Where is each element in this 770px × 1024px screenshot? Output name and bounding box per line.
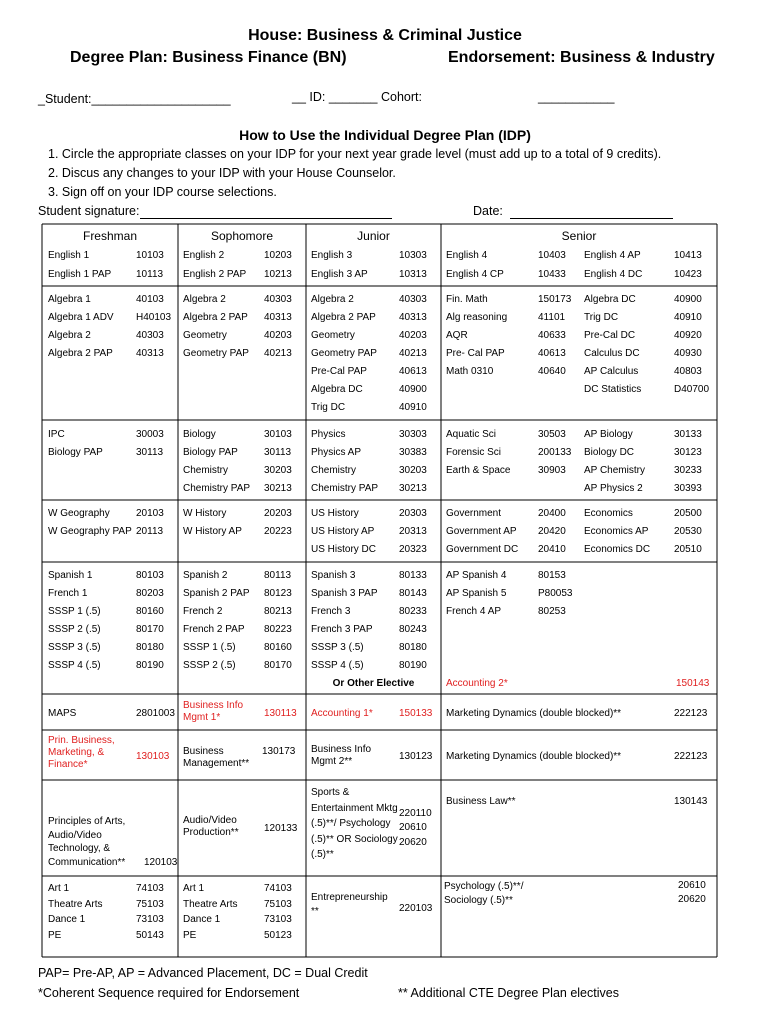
course-name: English 3 AP xyxy=(311,269,368,280)
course-code: 80113 xyxy=(264,570,292,581)
course-code: 10313 xyxy=(399,269,427,280)
course-code: 40920 xyxy=(674,330,702,341)
course-code: 30213 xyxy=(399,483,427,494)
course-code: 80133 xyxy=(399,570,427,581)
course-code: D40700 xyxy=(674,384,710,395)
course-name: Spanish 2 PAP xyxy=(183,588,250,599)
course-name: Government DC xyxy=(446,544,519,555)
course-code: 20313 xyxy=(399,526,427,537)
course-code: 41101 xyxy=(538,312,566,323)
principles-of-arts-av: Principles of Arts, Audio/Video Technology, & Communication** xyxy=(48,816,126,868)
course-name: AP Spanish 4 xyxy=(446,570,507,581)
course-name: Chemistry xyxy=(311,465,357,476)
course-code: 40203 xyxy=(264,330,292,341)
course-name: Biology xyxy=(183,429,216,440)
course-code: 40613 xyxy=(399,366,427,377)
degree-plan-title: Degree Plan: Business Finance (BN) xyxy=(70,49,347,66)
course-name: English 4 xyxy=(446,250,488,261)
course-code: 20510 xyxy=(674,544,702,555)
course-name: SSSP 2 (.5) xyxy=(183,660,236,671)
course-code: 80223 xyxy=(264,624,292,635)
course-code: 20420 xyxy=(538,526,566,537)
course-name: Earth & Space xyxy=(446,465,511,476)
course-code: 80180 xyxy=(136,642,164,653)
course-code: 40640 xyxy=(538,366,566,377)
course-name: SSSP 2 (.5) xyxy=(48,624,101,635)
marketing-dynamics: Marketing Dynamics (double blocked)** xyxy=(446,708,622,719)
course-name: English 2 PAP xyxy=(183,269,247,280)
course-name: SSSP 3 (.5) xyxy=(311,642,364,653)
course-name: Spanish 1 xyxy=(48,570,93,581)
course-code: 40213 xyxy=(264,348,292,359)
business-info-mgmt-1: Business Info Mgmt 1* xyxy=(183,700,244,723)
course-name: French 3 xyxy=(311,606,351,617)
course-name: English 1 PAP xyxy=(48,269,112,280)
course-code: 40303 xyxy=(399,294,427,305)
accounting-2-code: 150143 xyxy=(676,678,710,689)
marketing-dynamics-2-code: 222123 xyxy=(674,751,708,762)
course-code: 20203 xyxy=(264,508,292,519)
course-code: 40900 xyxy=(399,384,427,395)
business-info-mgmt-2-code: 130123 xyxy=(399,751,433,762)
psychology-sociology: Psychology (.5)**/ Sociology (.5)** xyxy=(444,881,524,906)
course-code: 74103 xyxy=(264,883,292,894)
course-name: SSSP 4 (.5) xyxy=(48,660,101,671)
instruction-item: 2. Discus any changes to your IDP with your House Counselor. xyxy=(48,166,396,180)
course-name: Math 0310 xyxy=(446,366,494,377)
course-code: 150173 xyxy=(538,294,572,305)
course-code: P80053 xyxy=(538,588,573,599)
course-name: Chemistry xyxy=(183,465,229,476)
course-code: 10103 xyxy=(136,250,164,261)
course-code: 30383 xyxy=(399,447,427,458)
course-name: W History xyxy=(183,508,227,519)
sports-entertainment-psych-soc: Sports & Entertainment Mktg (.5)**/ Psychology (.5)** OR Sociology (.5)** xyxy=(311,787,398,860)
course-code: 30123 xyxy=(674,447,702,458)
course-name: Geometry xyxy=(311,330,355,341)
course-name: AP Spanish 5 xyxy=(446,588,507,599)
course-code: 20500 xyxy=(674,508,702,519)
course-name: Aquatic Sci xyxy=(446,429,497,440)
course-name: Algebra 2 xyxy=(183,294,226,305)
course-code: 80160 xyxy=(264,642,292,653)
course-name: Spanish 3 xyxy=(311,570,356,581)
course-code: 30203 xyxy=(264,465,292,476)
course-code: 10213 xyxy=(264,269,292,280)
course-name: AP Calculus xyxy=(584,366,639,377)
course-code: 80190 xyxy=(399,660,427,671)
course-code: 40900 xyxy=(674,294,702,305)
course-name: Trig DC xyxy=(584,312,619,323)
legend: PAP= Pre-AP, AP = Advanced Placement, DC = Dual Credit xyxy=(38,966,368,980)
course-code: 40103 xyxy=(136,294,164,305)
business-info-mgmt-2: Business Info Mgmt 2** xyxy=(311,744,372,767)
course-name: SSSP 1 (.5) xyxy=(48,606,101,617)
course-name: Pre- Cal PAP xyxy=(446,348,505,359)
course-name: Economics DC xyxy=(584,544,651,555)
course-name: French 2 xyxy=(183,606,223,617)
course-name: Algebra 2 PAP xyxy=(183,312,248,323)
maps-code: 2801003 xyxy=(136,708,175,719)
id-cohort-field[interactable]: __ ID: _______ Cohort: xyxy=(292,90,422,104)
course-code: 10113 xyxy=(136,269,164,280)
student-field[interactable]: _Student:____________________ xyxy=(38,92,231,106)
course-code: 73103 xyxy=(136,914,164,925)
course-code: 200133 xyxy=(538,447,572,458)
course-name: Chemistry PAP xyxy=(183,483,251,494)
course-code: 40313 xyxy=(136,348,164,359)
course-code: 10423 xyxy=(674,269,702,280)
course-code: 80253 xyxy=(538,606,566,617)
course-name: Forensic Sci xyxy=(446,447,502,458)
course-name: Dance 1 xyxy=(48,914,86,925)
instruction-item: 3. Sign off on your IDP course selections. xyxy=(48,185,277,199)
course-code: 50123 xyxy=(264,929,292,941)
course-name: W History AP xyxy=(183,526,242,537)
course-name: AP Biology xyxy=(584,429,633,440)
audio-video-production-code: 120133 xyxy=(264,823,298,834)
course-name: US History xyxy=(311,508,359,519)
accounting-1: Accounting 1* xyxy=(311,708,373,719)
prin-business-marketing-finance: Prin. Business, Marketing, & Finance* xyxy=(48,735,115,770)
header-freshman: Freshman xyxy=(82,229,138,243)
course-code: 30203 xyxy=(399,465,427,476)
course-code: 74103 xyxy=(136,883,164,894)
course-name: W Geography xyxy=(48,508,110,519)
course-name: Algebra 2 PAP xyxy=(48,348,113,359)
course-code: 80203 xyxy=(136,588,164,599)
sports-entertainment-code: 220110 xyxy=(399,808,432,819)
audio-video-production: Audio/Video Production** xyxy=(183,815,239,838)
course-code: 80243 xyxy=(399,624,427,635)
course-name: AP Chemistry xyxy=(584,465,645,476)
course-name: Geometry PAP xyxy=(183,348,249,359)
course-name: Algebra 2 xyxy=(311,294,354,305)
course-code: 20103 xyxy=(136,508,164,519)
course-code: 80233 xyxy=(399,606,427,617)
principles-of-arts-av-code: 120103 xyxy=(144,857,178,868)
course-name: Chemistry PAP xyxy=(311,483,379,494)
course-name: PE xyxy=(183,929,197,941)
course-name: Algebra DC xyxy=(584,294,636,305)
course-name: Algebra 1 ADV xyxy=(48,312,114,323)
course-code: 40803 xyxy=(674,366,702,377)
coherent-note: *Coherent Sequence required for Endorsement xyxy=(38,986,300,1000)
course-name: Spanish 2 xyxy=(183,570,228,581)
course-code: 75103 xyxy=(264,898,292,910)
course-code: 30503 xyxy=(538,429,566,440)
course-name: DC Statistics xyxy=(584,384,642,395)
course-name: Economics xyxy=(584,508,633,519)
course-code: 30303 xyxy=(399,429,427,440)
instruction-item: 1. Circle the appropriate classes on your IDP for your next year grade level (must add up to a total of 9 credits). xyxy=(48,147,662,161)
course-code: 30113 xyxy=(136,447,164,458)
business-management-code: 130173 xyxy=(262,746,296,757)
marketing-dynamics-2: Marketing Dynamics (double blocked)** xyxy=(446,751,622,762)
course-name: Fin. Math xyxy=(446,294,488,305)
course-code: 40313 xyxy=(399,312,427,323)
instructions-title: How to Use the Individual Degree Plan (IDP) xyxy=(239,127,531,143)
course-name: W Geography PAP xyxy=(48,526,132,537)
additional-note: ** Additional CTE Degree Plan electives xyxy=(398,986,619,1000)
signature-label: Student signature: xyxy=(38,204,140,218)
business-management: Business Management** xyxy=(183,746,250,769)
course-code: 80160 xyxy=(136,606,164,617)
course-code: 80123 xyxy=(264,588,292,599)
accounting-1-code: 150133 xyxy=(399,708,433,719)
course-name: English 2 xyxy=(183,250,225,261)
house-title: House: Business & Criminal Justice xyxy=(248,27,522,44)
course-code: 20323 xyxy=(399,544,427,555)
course-name: French 4 AP xyxy=(446,606,502,617)
date-label: Date: xyxy=(473,204,503,218)
course-name: Geometry xyxy=(183,330,227,341)
course-code: 10403 xyxy=(538,250,566,261)
course-name: Art 1 xyxy=(183,883,205,894)
course-code: 20410 xyxy=(538,544,566,555)
course-code: 20303 xyxy=(399,508,427,519)
course-code: 40313 xyxy=(264,312,292,323)
course-code: 30133 xyxy=(674,429,702,440)
course-name: Biology PAP xyxy=(183,447,238,458)
course-name: French 1 xyxy=(48,588,88,599)
course-name: Pre-Cal PAP xyxy=(311,366,367,377)
course-name: AQR xyxy=(446,330,468,341)
course-name: IPC xyxy=(48,429,65,440)
course-name: US History DC xyxy=(311,544,377,555)
course-name: SSSP 3 (.5) xyxy=(48,642,101,653)
course-code: 40303 xyxy=(264,294,292,305)
business-info-mgmt-1-code: 130113 xyxy=(264,708,297,719)
course-name: French 2 PAP xyxy=(183,624,245,635)
psych-code: 20610 xyxy=(678,880,706,891)
course-name: English 3 xyxy=(311,250,353,261)
course-name: Theatre Arts xyxy=(48,898,103,910)
course-code: 20113 xyxy=(136,526,164,537)
course-code: 40633 xyxy=(538,330,566,341)
course-name: Alg reasoning xyxy=(446,312,508,323)
course-name: Dance 1 xyxy=(183,914,221,925)
course-name: SSSP 1 (.5) xyxy=(183,642,236,653)
course-name: Algebra DC xyxy=(311,384,363,395)
maps-course: MAPS xyxy=(48,708,77,719)
sociology-code: 20620 xyxy=(399,837,427,848)
header-junior: Junior xyxy=(357,229,390,243)
course-code: 40910 xyxy=(399,402,427,413)
course-name: Physics xyxy=(311,429,346,440)
course-name: Pre-Cal DC xyxy=(584,330,636,341)
course-code: 80213 xyxy=(264,606,292,617)
course-code: 50143 xyxy=(136,929,164,941)
course-code: 80170 xyxy=(136,624,164,635)
course-name: Spanish 3 PAP xyxy=(311,588,378,599)
course-name: Trig DC xyxy=(311,402,346,413)
course-code: 40930 xyxy=(674,348,702,359)
entrepreneurship: Entrepreneurship ** xyxy=(311,892,388,917)
course-code: 30233 xyxy=(674,465,702,476)
course-name: Biology PAP xyxy=(48,447,103,458)
course-code: 30213 xyxy=(264,483,292,494)
course-code: 40203 xyxy=(399,330,427,341)
marketing-dynamics-code: 222123 xyxy=(674,708,708,719)
course-name: Algebra 1 xyxy=(48,294,91,305)
header-sophomore: Sophomore xyxy=(210,229,274,243)
endorsement-title: Endorsement: Business & Industry xyxy=(448,49,715,66)
course-code: 80143 xyxy=(399,588,427,599)
course-name: Physics AP xyxy=(311,447,362,458)
course-code: 30903 xyxy=(538,465,566,476)
course-name: Algebra 2 xyxy=(48,330,91,341)
course-code: 10303 xyxy=(399,250,427,261)
header-senior: Senior xyxy=(561,229,597,243)
course-name: English 4 DC xyxy=(584,269,643,280)
course-code: 10203 xyxy=(264,250,292,261)
course-code: 20400 xyxy=(538,508,566,519)
course-code: 30113 xyxy=(264,447,292,458)
course-code: 20530 xyxy=(674,526,702,537)
course-code: 30003 xyxy=(136,429,164,440)
course-name: French 3 PAP xyxy=(311,624,373,635)
psychology-code: 20610 xyxy=(399,822,427,833)
course-code: 40213 xyxy=(399,348,427,359)
course-code: 75103 xyxy=(136,898,164,910)
or-other-elective: Or Other Elective xyxy=(332,678,415,689)
course-code: 40303 xyxy=(136,330,164,341)
course-code: 80190 xyxy=(136,660,164,671)
course-code: H40103 xyxy=(136,312,172,323)
course-code: 80103 xyxy=(136,570,164,581)
course-name: English 1 xyxy=(48,250,90,261)
course-name: Art 1 xyxy=(48,883,70,894)
course-code: 80153 xyxy=(538,570,566,581)
course-name: Theatre Arts xyxy=(183,898,238,910)
course-name: Algebra 2 PAP xyxy=(311,312,376,323)
course-name: Government AP xyxy=(446,526,517,537)
course-name: English 4 AP xyxy=(584,250,641,261)
course-code: 40613 xyxy=(538,348,566,359)
course-code: 30393 xyxy=(674,483,702,494)
accounting-2: Accounting 2* xyxy=(446,678,508,689)
soc-code: 20620 xyxy=(678,894,706,905)
business-law: Business Law** xyxy=(446,796,516,807)
course-name: AP Physics 2 xyxy=(584,483,643,494)
course-name: Geometry PAP xyxy=(311,348,377,359)
prin-business-code: 130103 xyxy=(136,751,170,762)
entrepreneurship-code: 220103 xyxy=(399,903,433,914)
course-name: English 4 CP xyxy=(446,269,504,280)
course-name: Biology DC xyxy=(584,447,635,458)
course-name: US History AP xyxy=(311,526,375,537)
course-code: 10413 xyxy=(674,250,702,261)
course-name: PE xyxy=(48,929,62,941)
course-code: 73103 xyxy=(264,914,292,925)
course-name: Calculus DC xyxy=(584,348,640,359)
course-code: 30103 xyxy=(264,429,292,440)
course-code: 20223 xyxy=(264,526,292,537)
right-blank-field[interactable]: ___________ xyxy=(538,90,615,104)
course-name: SSSP 4 (.5) xyxy=(311,660,364,671)
course-code: 10433 xyxy=(538,269,566,280)
course-name: Economics AP xyxy=(584,526,649,537)
course-code: 80170 xyxy=(264,660,292,671)
business-law-code: 130143 xyxy=(674,796,708,807)
course-code: 80180 xyxy=(399,642,427,653)
course-name: Government xyxy=(446,508,502,519)
course-code: 40910 xyxy=(674,312,702,323)
